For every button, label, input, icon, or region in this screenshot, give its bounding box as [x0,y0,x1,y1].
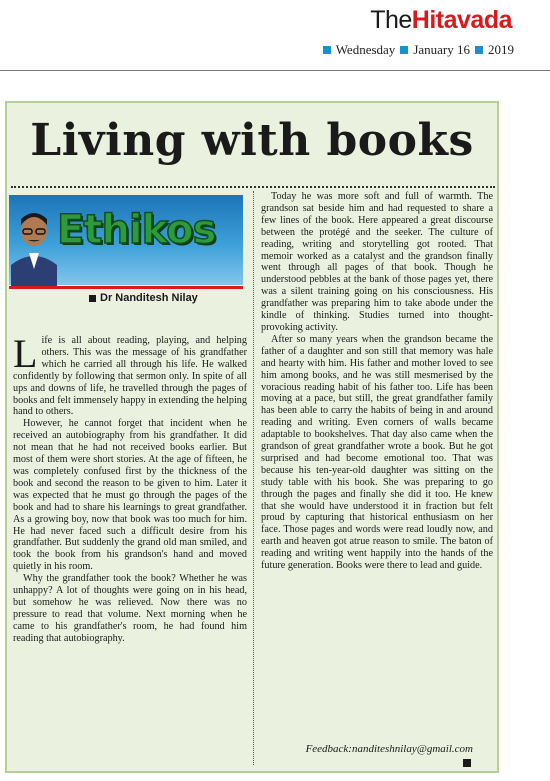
date-month-day: January 16 [413,42,470,57]
bullet-square-icon [400,46,408,54]
article-paragraph: Today he was more soft and full of warmth. The grandson sat beside him and had requested to share a few lines of the book. Here appeared a great discourse between the protégé and the seeker. The culture of reading, writing and storytelling got rooted. That memoir worked as a catalyst and the grandson finally went through all pages of that book. Though he understood pebbles at the bank of those pages yet, there was a silent training going on his consciousness. His grandfather was preparing him to take abode under the kindle of thinking. Studies turned into thought-provoking activity. [261,191,493,333]
masthead [0,0,550,76]
author-photo [11,207,57,287]
article-paragraph: Why the grandfather took the book? Whether he was unhappy? A lot of thoughts were going on in his head, but somehow he was relieved. Now there was no pressure to read that volume. Next morning when he came to his grandfather's room, he had found him reading that autobiography. [13,573,247,644]
dateline [323,42,514,58]
drop-cap: L [13,331,38,376]
article-title: Living with books [30,115,474,166]
article-column-left [13,331,247,645]
byline [89,292,198,304]
title-divider [11,186,495,188]
article-paragraph: Life is all about reading, playing, and helping others. This was the message of his grandfather which he carried all through his life. He walked confidently by following that sermon only. In spite of all ups and downs of life, he travelled through the pages of books and felt immensely happy in extending the helping hand to others. [13,331,247,418]
masthead-rule [0,70,550,71]
column-banner [9,195,243,315]
author-name: Dr Nanditesh Nilay [100,292,198,304]
banner-strip [9,286,243,289]
date-year: 2019 [488,42,514,57]
column-divider [253,191,254,765]
article-paragraph: After so many years when the grandson became the father of a daughter and son still that memory was hale and hearty with him. His father and mother loved to see him among books, and he was still mesmerised by the voracious reading habit of his father too. Life has been moving at a pace, but still, the great grandfather family has been able to carry the habits of being in and around reading and writing. Even corners of walls became adaptable to bookshelves. That day also came when the grandson of great grandfather wrote a book. But he got surprised and had become emotional too. That was because his ten-year-old daughter was sitting on the study table with his book. She was preparing to go through the pages and finally she did it too. He knew that she would have understood it in fraction but felt proud by capturing that historical enthusiasm on her face. Those pages and words were read loudly now, and earth and heaven got atrue reason to smile. The baton of reading and writing went happily into the hands of the future generation. Books were there to lead and guide. [261,333,493,572]
article-paragraph: However, he cannot forget that incident when he received an autobiography from his grandfather. It did not mean that he had not received books earlier. But most of them were short stories. At the age of fifteen, he was completely confused first by the thickness of the book and second the reason to be given to him. Later it was expected that he must go through the pages of the book and had to share his learnings to great grandfather. As a growing boy, now that book was too much for him. He had never faced such a difficult desire from his grandfather. But suddenly the grand old man smiled, and took the book from his grandson's hand and moved quietly in his room. [13,418,247,573]
end-mark-icon [463,759,471,767]
feedback-email: Feedback:nanditeshnilay@gmail.com [305,743,473,755]
bullet-square-icon [89,295,96,302]
bullet-square-icon [323,46,331,54]
newspaper-logo [370,6,512,35]
article-clipping [5,101,499,773]
logo-the: The [370,6,412,34]
bullet-square-icon [475,46,483,54]
date-day: Wednesday [335,42,396,57]
logo-hitavada: Hitavada [411,6,512,34]
article-column-right [261,191,493,572]
column-title: Ethikos [57,207,216,253]
